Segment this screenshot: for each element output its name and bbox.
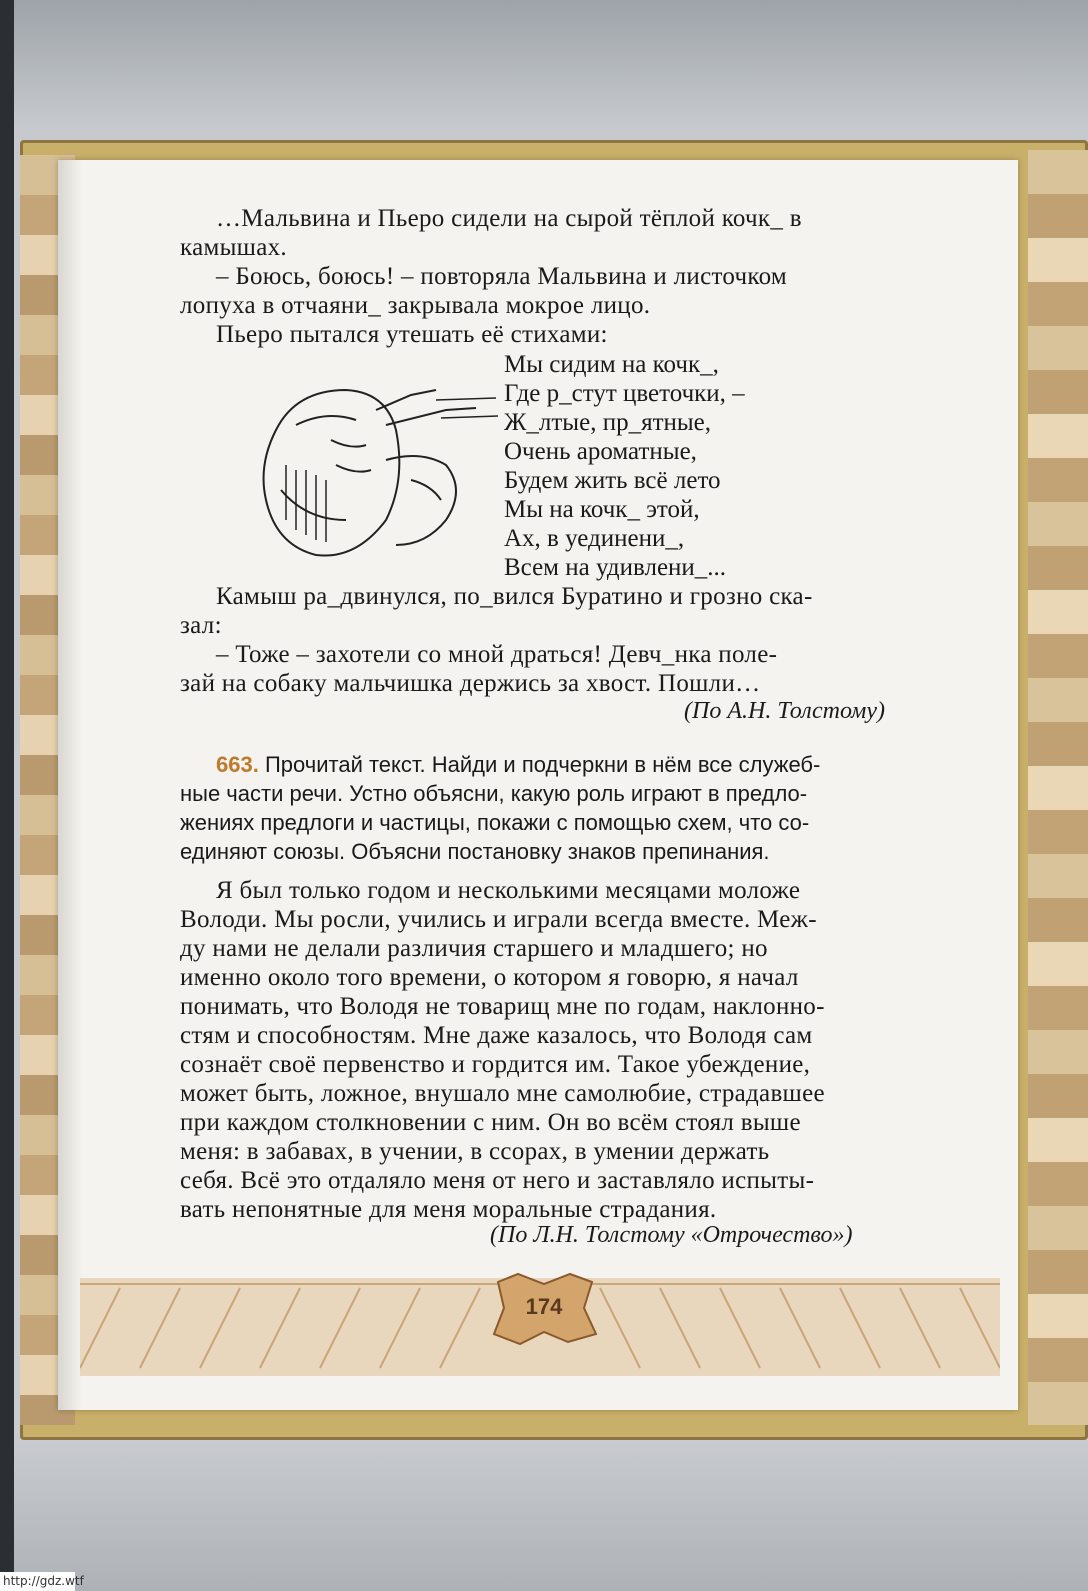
page-gutter-shadow	[58, 160, 82, 1410]
text-line: может быть, ложное, внушало мне самолюбие, страдавшее	[180, 1080, 825, 1107]
text-line: Володи. Мы росли, учились и играли всегда вместе. Меж-	[180, 906, 817, 933]
task-line: ные части речи. Устно объясни, какую роль играют в предло-	[180, 781, 808, 806]
text-line: вать непонятные для меня моральные страдания.	[180, 1196, 717, 1223]
text-line: Пьеро пытался утешать её стихами:	[216, 321, 608, 348]
exercise-source: (По Л.Н. Толстому «Отрочество»)	[490, 1222, 853, 1248]
passage1-intro	[180, 204, 940, 349]
text-line: лопуха в отчаяни_ закрывала мокрое лицо.	[180, 292, 651, 319]
poem-line: Всем на удивлени_...	[504, 554, 727, 581]
poem-line: Ж_лтые, пр_ятные,	[504, 409, 712, 436]
text-line: – Боюсь, боюсь! – повторяла Мальвина и листочком	[216, 263, 788, 290]
poem	[504, 350, 944, 582]
text-line: при каждом столкновении с ним. Он во всём стоял выше	[180, 1109, 801, 1136]
book-edge-right	[1028, 150, 1088, 1425]
passage1-continuation	[180, 582, 940, 698]
text-line: ду нами не делали различия старшего и младшего; но	[180, 935, 768, 962]
text-line: меня: в забавах, в учении, в ссорах, в умении держать	[180, 1138, 770, 1165]
poem-line: Где р_стут цветочки, –	[504, 380, 745, 407]
watermark-link[interactable]: http://gdz.wtf	[0, 1572, 75, 1591]
task-line: жениях предлоги и частицы, покажи с помощью схем, что со-	[180, 810, 810, 835]
text-line: зай на собаку мальчишка держись за хвост. Пошли…	[180, 670, 761, 697]
text-line: …Мальвина и Пьеро сидели на сырой тёплой кочк_ в	[216, 205, 802, 232]
text-line: Я был только годом и несколькими месяцами моложе	[216, 877, 801, 904]
task-line	[180, 750, 940, 779]
text-line: понимать, что Володя не товарищ мне по годам, наклонно-	[180, 993, 825, 1020]
task-line: единяют союзы. Объясни постановку знаков препинания.	[180, 839, 770, 864]
text-line: зал:	[180, 612, 222, 639]
page-number: 174	[525, 1294, 563, 1319]
exercise-task	[180, 750, 940, 866]
poem-line: Мы на кочк_ этой,	[504, 496, 700, 523]
text-line: именно около того времени, о котором я говорю, я начал	[180, 964, 799, 991]
text-line: себя. Всё это отдаляло меня от него и заставляло испыты-	[180, 1167, 815, 1194]
poem-line: Очень ароматные,	[504, 438, 697, 465]
scanner-edge	[0, 0, 14, 1591]
poem-line: Ах, в уединени_,	[504, 525, 685, 552]
task-line-text: Прочитай текст. Найди и подчеркни в нём все служеб-	[264, 752, 821, 777]
exercise-text	[180, 876, 940, 1224]
text-line: камышах.	[180, 234, 287, 261]
text-line: сознаёт своё первенство и гордится им. Такое убеждение,	[180, 1051, 811, 1078]
poem-line: Мы сидим на кочк_,	[504, 351, 719, 378]
pierrot-illustration	[236, 370, 506, 570]
text-line: – Тоже – захотели со мной драться! Девч_нка поле-	[216, 641, 778, 668]
exercise-number: 663.	[216, 752, 259, 777]
text-line: Камыш ра_двинулся, по_вился Буратино и грозно ска-	[216, 583, 813, 610]
text-line: стям и способностям. Мне даже казалось, что Володя сам	[180, 1022, 813, 1049]
passage1-source: (По А.Н. Толстому)	[684, 698, 885, 724]
poem-line: Будем жить всё лето	[504, 467, 721, 494]
